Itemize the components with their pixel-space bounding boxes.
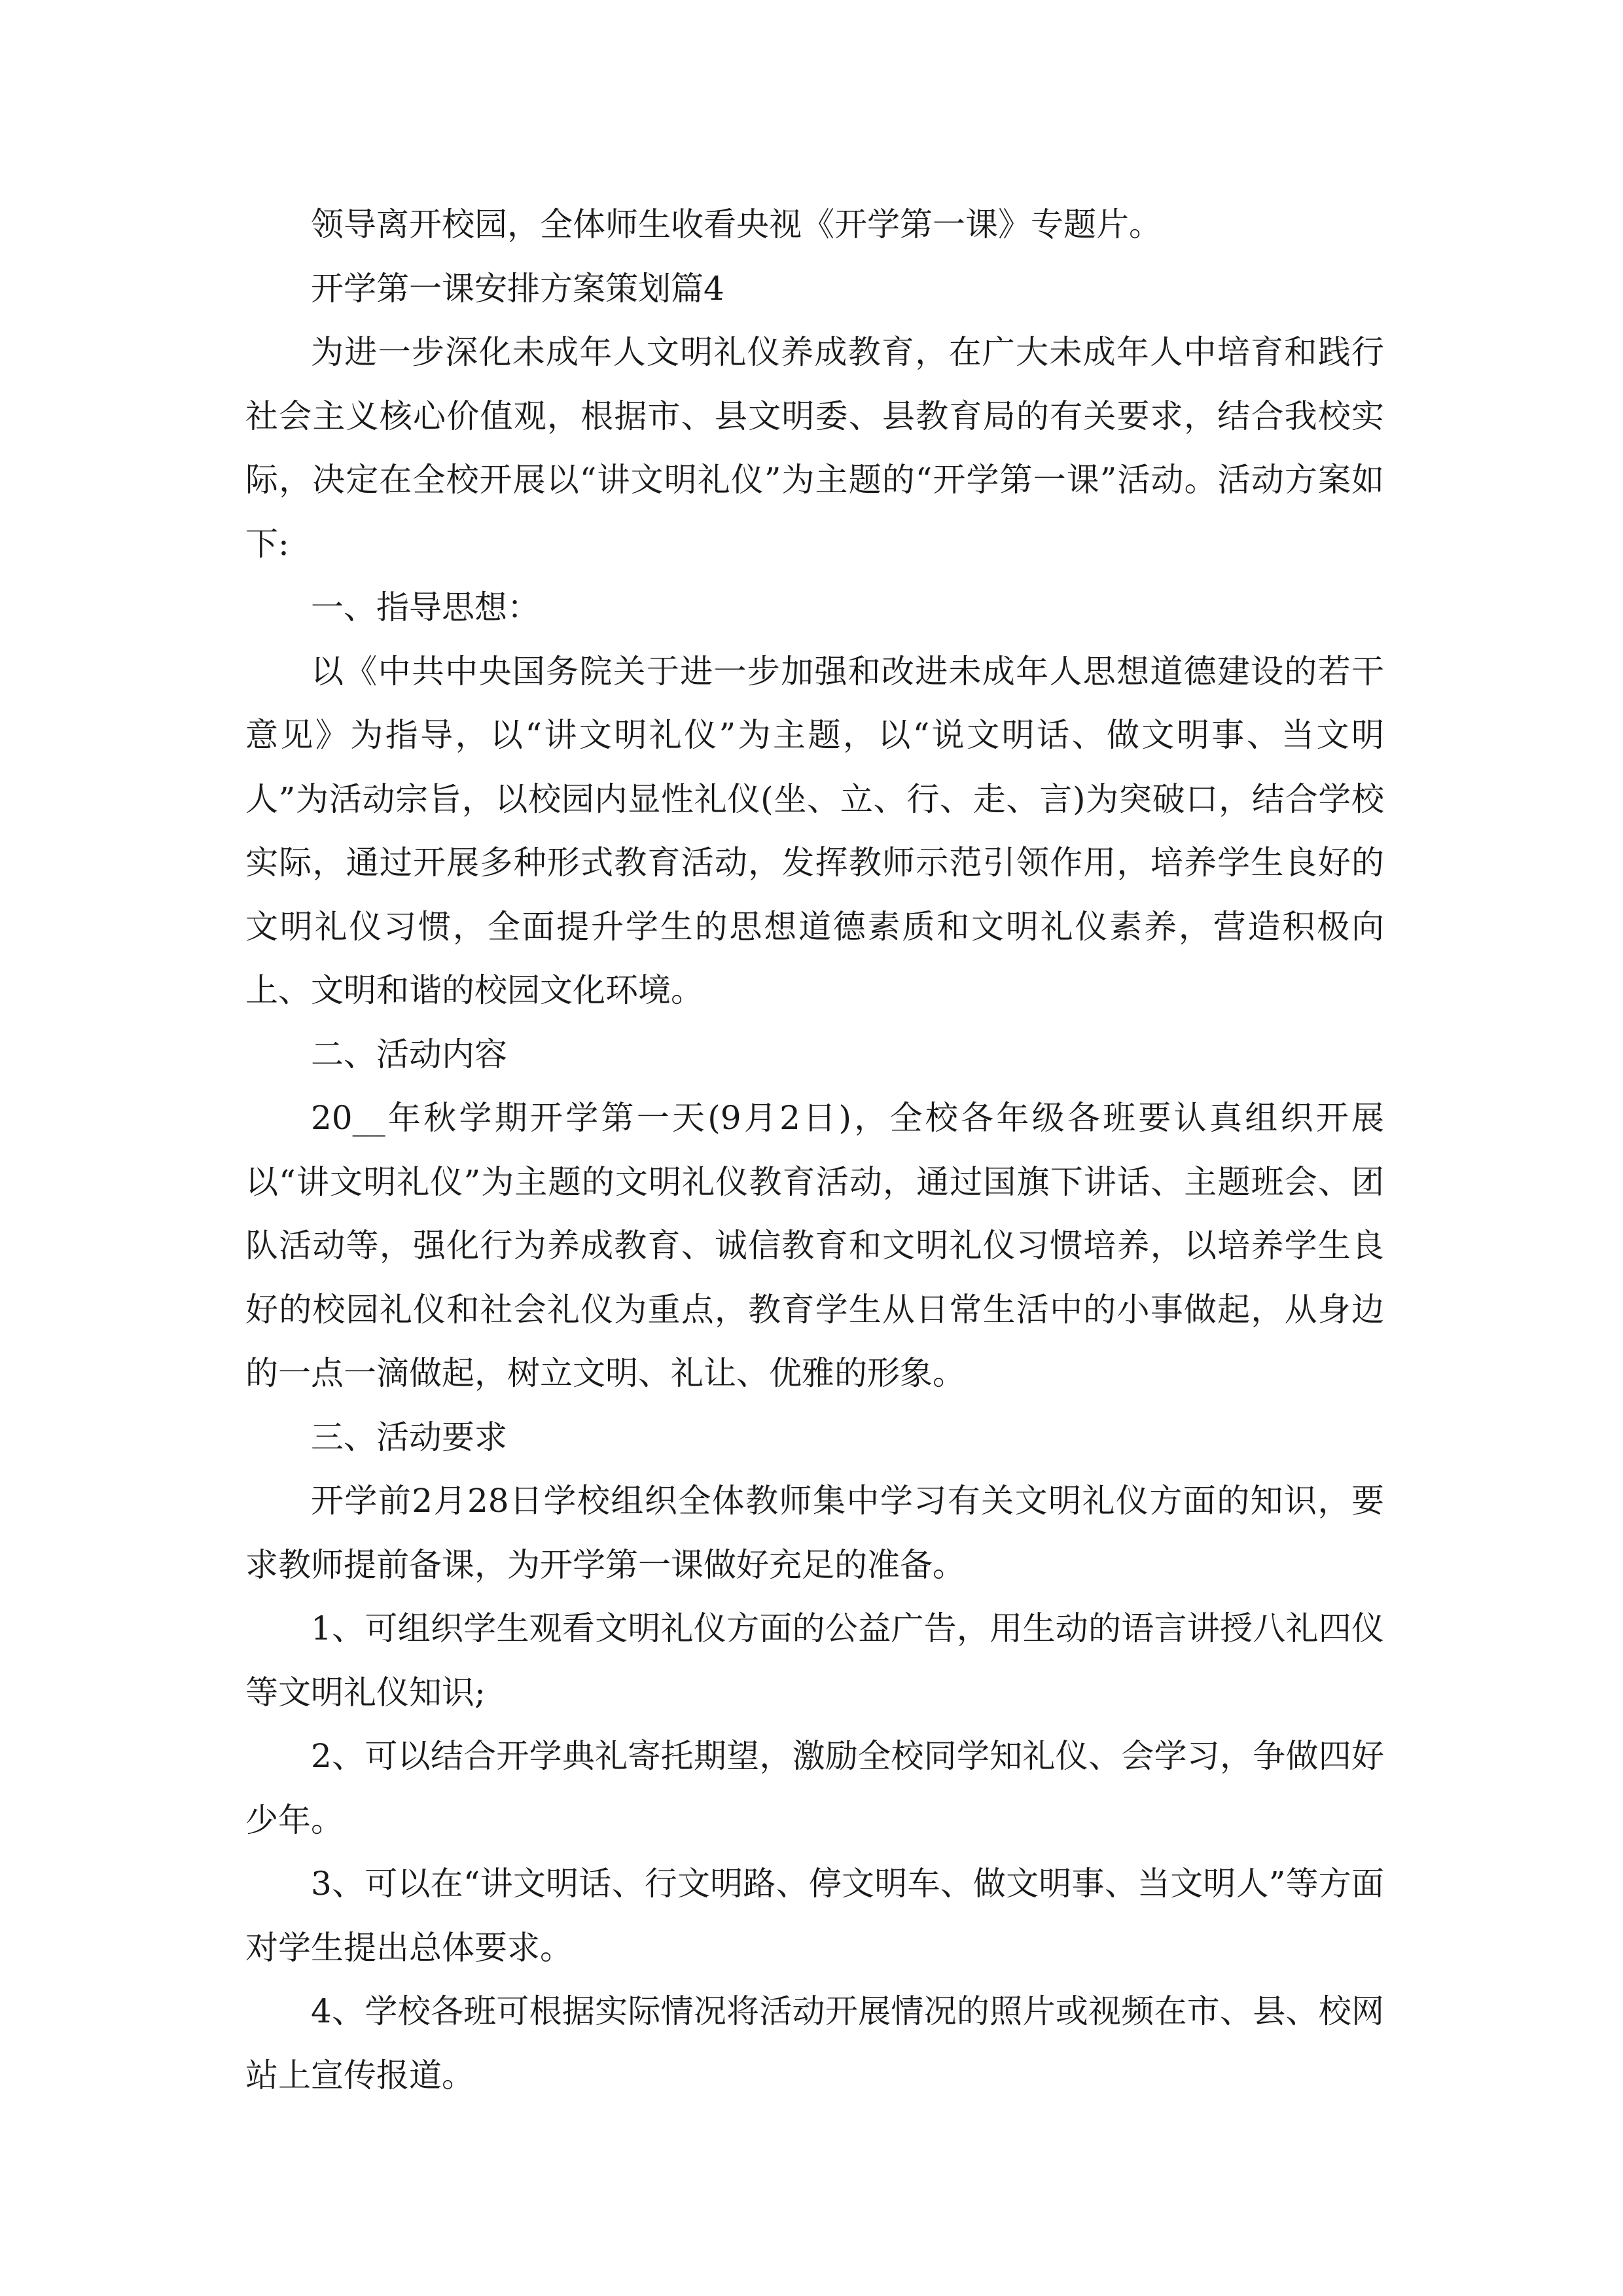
heading-activity-content: 二、活动内容 [311, 1035, 507, 1073]
section-title: 开学第一课安排方案策划篇4 [311, 269, 724, 308]
list-item-2: 2、可以结合开学典礼寄托期望，激励全校同学知礼仪、会学习，争做四好少年。 [245, 1737, 1384, 1839]
heading-guiding-thought: 一、指导思想： [311, 588, 540, 626]
heading-activity-requirements: 三、活动要求 [311, 1418, 507, 1456]
document-body [245, 193, 1384, 2108]
list-item-1: 1、可组织学生观看文明礼仪方面的公益广告，用生动的语言讲授八礼四仪等文明礼仪知识; [245, 1609, 1384, 1712]
paragraph-intro: 为进一步深化未成年人文明礼仪养成教育，在广大未成年人中培育和践行社会主义核心价值观，根据市、县文明委、县教育局的有关要求，结合我校实际，决定在全校开展以“讲文明礼仪”为主题的“开学第一课”活动。活动方案如下: [245, 333, 1384, 563]
list-item-3: 3、可以在“讲文明话、行文明路、停文明车、做文明事、当文明人”等方面对学生提出总体要求。 [245, 1865, 1384, 1967]
paragraph-guiding-thought: 以《中共中央国务院关于进一步加强和改进未成年人思想道德建设的若干意见》为指导，以“讲文明礼仪”为主题，以“说文明话、做文明事、当文明人”为活动宗旨，以校园内显性礼仪(坐、立、行、走、言)为突破口，结合学校实际，通过开展多种形式教育活动，发挥教师示范引领作用，培养学生良好的文明礼仪习惯，全面提升学生的思想道德素质和文明礼仪素养，营造积极向上、文明和谐的校园文化环境。 [245, 652, 1384, 1009]
paragraph-activity-content: 20__年秋学期开学第一天(9月2日)，全校各年级各班要认真组织开展以“讲文明礼仪”为主题的文明礼仪教育活动，通过国旗下讲话、主题班会、团队活动等，强化行为养成教育、诚信教育和文明礼仪习惯培养，以培养学生良好的校园礼仪和社会礼仪为重点，教育学生从日常生活中的小事做起，从身边的一点一滴做起，树立文明、礼让、优雅的形象。 [245, 1099, 1384, 1392]
paragraph-leaders-leave: 领导离开校园，全体师生收看央视《开学第一课》专题片。 [311, 206, 1162, 243]
list-item-4: 4、学校各班可根据实际情况将活动开展情况的照片或视频在市、县、校网站上宣传报道。 [245, 1992, 1384, 2094]
paragraph-requirements-intro: 开学前2月28日学校组织全体教师集中学习有关文明礼仪方面的知识，要求教师提前备课，为开学第一课做好充足的准备。 [245, 1482, 1384, 1584]
